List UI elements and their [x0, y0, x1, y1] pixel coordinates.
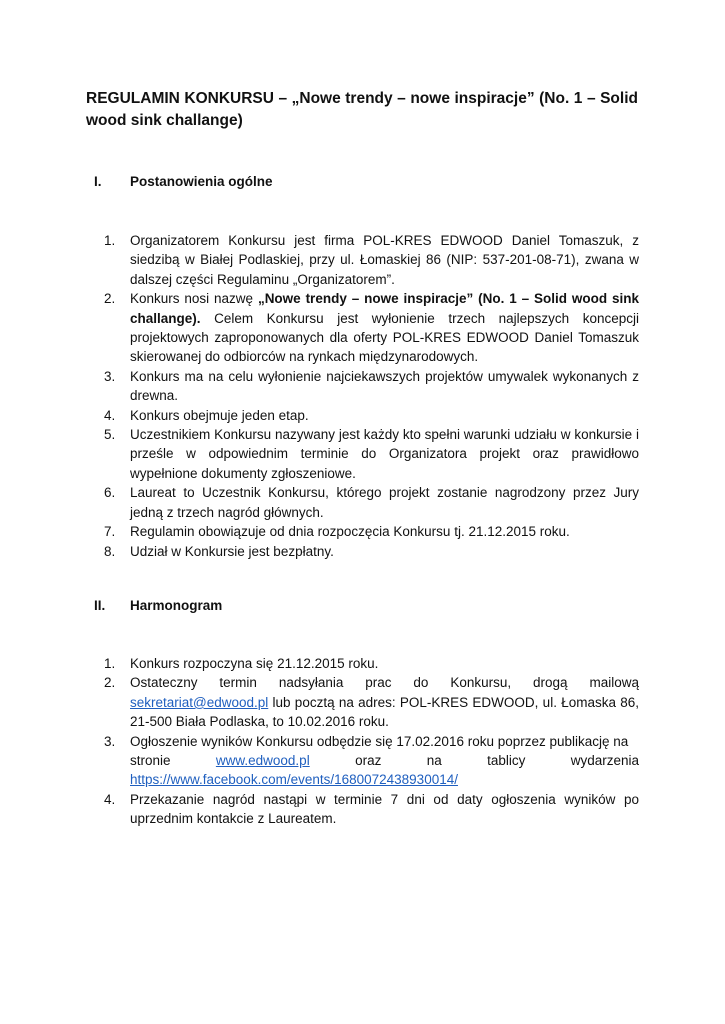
section-numeral: I. [94, 174, 102, 189]
item-text: Konkurs rozpoczyna się 21.12.2015 roku. [130, 656, 379, 671]
word: wydarzenia [570, 753, 639, 769]
general-provisions-list [104, 231, 639, 561]
list-item [104, 289, 639, 367]
item-text: Przekazanie nagród nastąpi w terminie 7 dni od daty ogłoszenia wyników po uprzednim kontakcie z Laureatem. [130, 791, 639, 827]
list-item [104, 732, 639, 790]
website-link[interactable]: www.edwood.pl [215, 753, 310, 769]
list-item [104, 654, 639, 673]
word: stronie [130, 753, 171, 769]
word: Konkursu, [450, 675, 512, 691]
word: termin [219, 675, 257, 691]
list-item [104, 231, 639, 289]
item-text-line [130, 673, 639, 692]
schedule-list [104, 654, 639, 829]
item-text: Konkurs ma na celu wyłonienie najciekawszych projektów umywalek wykonanych z drewna. [130, 368, 639, 404]
word: tablicy [487, 753, 526, 769]
word: oraz [355, 753, 382, 769]
item-number: 3. [104, 368, 116, 384]
item-number: 1. [104, 656, 116, 671]
item-text: Laureat to Uczestnik Konkursu, którego projekt zostanie nagrodzony przez Jury jedną z trzech nagród głównych. [130, 485, 639, 520]
list-item [104, 367, 639, 406]
section-heading-schedule [94, 597, 222, 615]
word: do [413, 675, 429, 691]
list-item [104, 542, 639, 561]
item-text-suffix: Celem Konkursu jest wyłonienie trzech najlepszych koncepcji projektowych zaproponowanych dla oferty POL-KRES EDWOOD Daniel Tomaszuk skierowanej do odbiorców na rynkach międzynarodowych. [130, 310, 639, 365]
item-number: 8. [104, 543, 116, 559]
word: mailową [589, 675, 639, 691]
list-item [104, 673, 639, 731]
section-title: Harmonogram [130, 598, 223, 613]
word: nadsyłania [278, 675, 344, 691]
list-item [104, 483, 639, 522]
item-number: 6. [104, 485, 116, 501]
item-number: 4. [104, 407, 116, 423]
item-number: 2. [104, 675, 116, 691]
contest-name-bold: „Nowe trendy – nowe inspiracje” (No. 1 – Solid wood sink challange). [130, 291, 639, 326]
word: drogą [533, 675, 568, 691]
section-title: Postanowienia ogólne [130, 174, 273, 189]
item-text: Uczestnikiem Konkursu nazywany jest każdy kto spełni warunki udziału w konkursie i prześle w odpowiednim terminie do Organizatora projekt oraz prawidłowo wypełnione dokumenty zgłoszeniowe. [130, 427, 639, 481]
email-link[interactable]: sekretariat@edwood.pl [130, 694, 269, 710]
item-text-prefix: Konkurs nosi nazwę [130, 291, 258, 307]
list-item [104, 790, 639, 829]
word: na [426, 753, 442, 769]
item-number: 1. [104, 233, 116, 248]
word: Ostateczny [130, 675, 198, 691]
item-text-line [130, 751, 639, 770]
list-item [104, 406, 639, 425]
item-text: Konkurs obejmuje jeden etap. [130, 407, 309, 423]
item-text-suffix: lub pocztą na adres: POL-KRES EDWOOD, ul. Łomaska 86, 21-500 Biała Podlaska, to 10.02.2016 roku. [130, 694, 639, 730]
item-number: 3. [104, 733, 116, 749]
item-number: 2. [104, 291, 116, 307]
item-text-prefix: Ogłoszenie wyników Konkursu odbędzie się 17.02.2016 roku poprzez publikację na [130, 733, 629, 749]
item-text: Regulamin obowiązuje od dnia rozpoczęcia Konkursu tj. 21.12.2015 roku. [130, 524, 570, 540]
item-number: 5. [104, 427, 116, 443]
list-item [104, 425, 639, 483]
item-text: Udział w Konkursie jest bezpłatny. [130, 543, 334, 559]
item-text: Organizatorem Konkursu jest firma POL-KRES EDWOOD Daniel Tomaszuk, z siedzibą w Białej Podlaskiej, przy ul. Łomaskiej 86 (NIP: 537-201-08-71), zwana w dalszej części Regulaminu „Organizatorem”. [130, 233, 639, 287]
section-heading-general [94, 173, 273, 191]
section-numeral: II. [94, 598, 106, 613]
word: prac [365, 675, 392, 691]
item-number: 7. [104, 524, 116, 540]
document-title: REGULAMIN KONKURSU – „Nowe trendy – nowe inspiracje” (No. 1 – Solid wood sink challange) [86, 90, 638, 129]
facebook-event-link[interactable]: https://www.facebook.com/events/1680072438930014/ [130, 772, 458, 788]
list-item [104, 522, 639, 541]
item-number: 4. [104, 791, 116, 807]
